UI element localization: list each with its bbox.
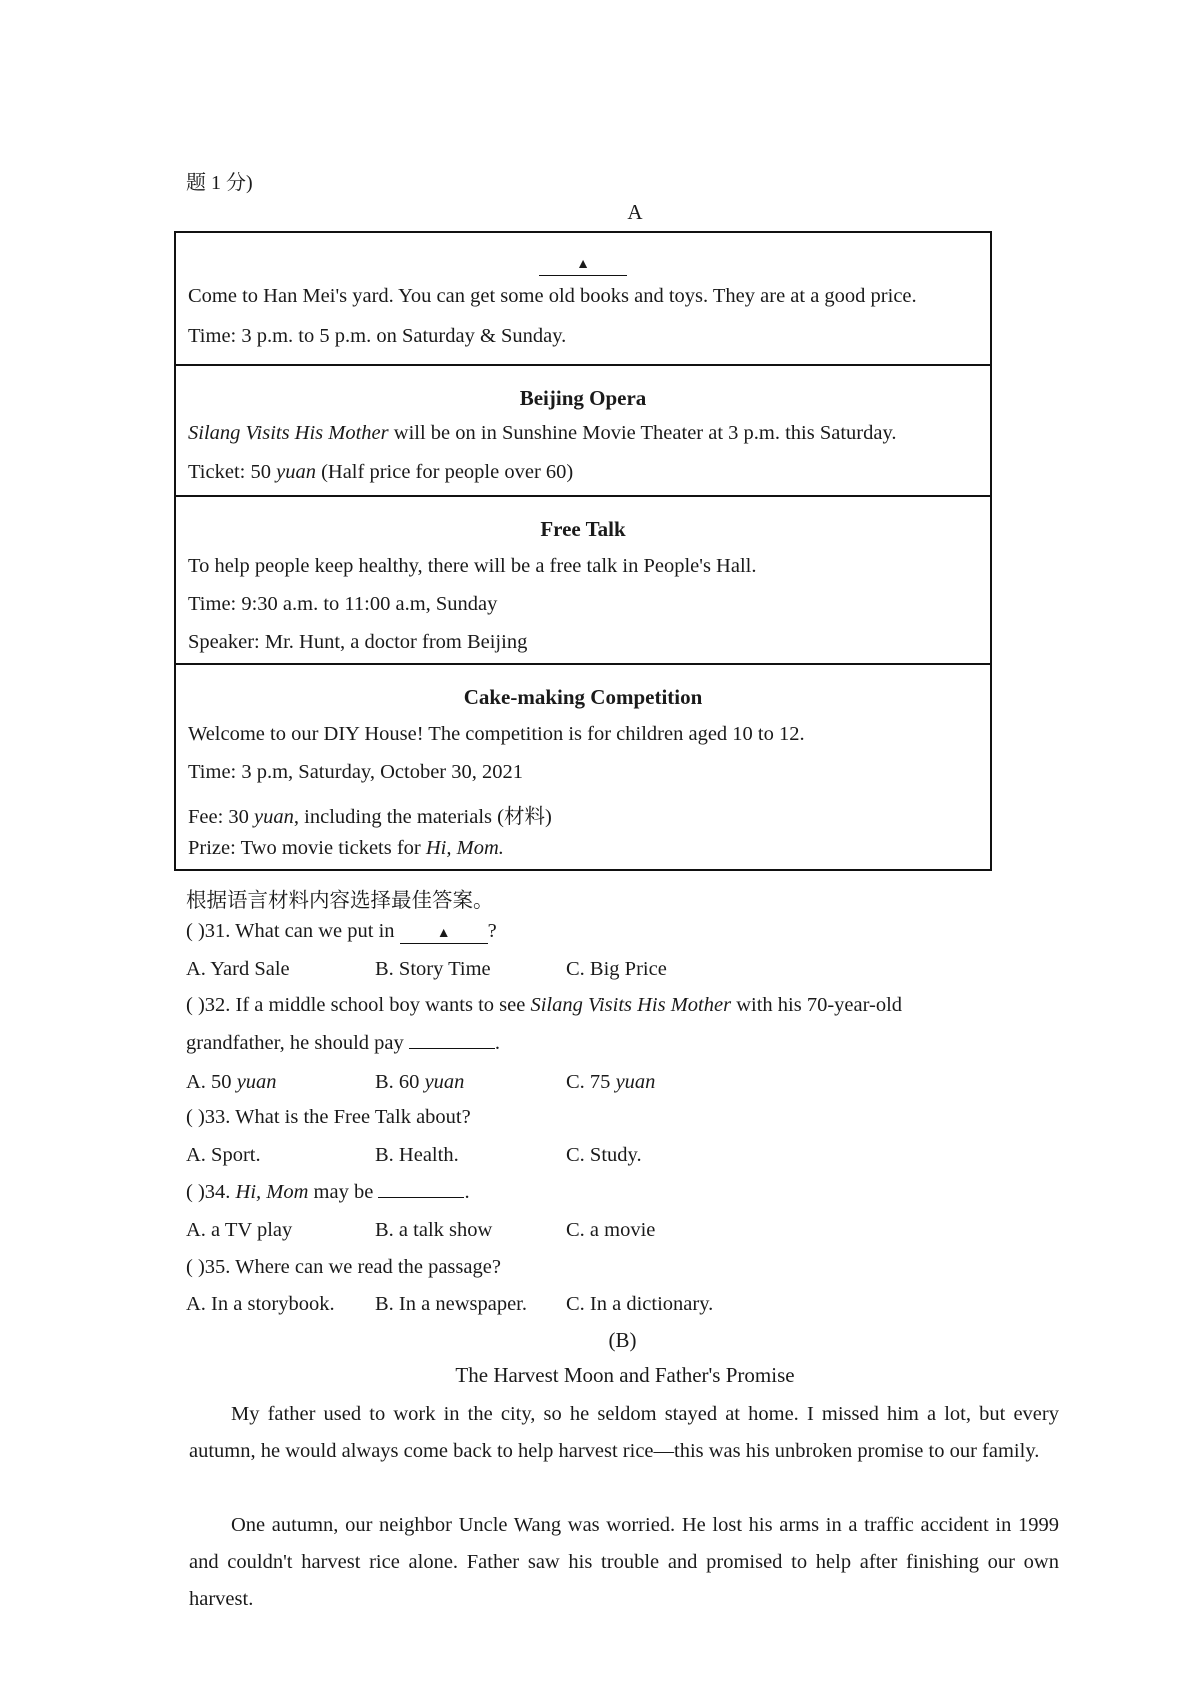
option-a: A. Yard Sale (186, 958, 290, 980)
notice-text: Fee: 30 (188, 806, 255, 828)
notice-title-blank (176, 249, 990, 276)
option-b: B. Story Time (375, 958, 491, 980)
answer-blank (400, 922, 488, 944)
movie-title: Hi, Mom (235, 1181, 309, 1203)
notice-text: (Half price for people over 60) (315, 461, 574, 483)
option-c (566, 1071, 655, 1094)
triangle-icon: ▲ (436, 926, 451, 941)
notice-line: Time: 9:30 a.m. to 11:00 a.m, Sunday (188, 593, 498, 615)
option-b: B. Health. (375, 1144, 459, 1166)
paragraph-text: One autumn, our neighbor Uncle Wang was worried. He lost his arms in a traffic accident in 1999 and couldn't harvest rice alone. Father saw his trouble and promised to help after finishing our own harvest. (189, 1514, 1059, 1610)
question-stem: ( )31. What can we put in (186, 920, 400, 942)
notice-title: Beijing Opera (519, 386, 647, 410)
question-32-line2 (186, 1032, 500, 1055)
option-b: B. a talk show (375, 1219, 493, 1241)
notice-title: Free Talk (540, 517, 626, 541)
currency-word: yuan (254, 806, 294, 828)
question-stem: ( )32. If a middle school boy wants to see (186, 994, 531, 1016)
header-note: 题 1 分) (186, 172, 253, 194)
notice-line: Speaker: Mr. Hunt, a doctor from Beijing (188, 631, 528, 653)
question-stem: ( )34. (186, 1181, 236, 1203)
option-label: C. 75 (566, 1071, 616, 1093)
question-stem: ? (487, 920, 497, 942)
notice-line (188, 799, 552, 829)
notice-line (188, 837, 504, 860)
notice-title: Cake-making Competition (463, 685, 703, 709)
section-a-label: A (627, 200, 643, 224)
notice-table (174, 231, 992, 871)
notice-line (188, 461, 573, 484)
play-title: Silang Visits His Mother (188, 422, 389, 444)
option-label: A. 50 (186, 1071, 237, 1093)
question-32 (186, 994, 902, 1017)
title-blank (539, 251, 627, 276)
question-34 (186, 1181, 470, 1204)
passage-paragraph (189, 1396, 1059, 1470)
question-stem: . (464, 1181, 470, 1203)
question-stem: may be (308, 1181, 374, 1203)
option-b (375, 1071, 464, 1094)
notice-line: Come to Han Mei's yard. You can get some old books and toys. They are at a good price. (188, 285, 917, 307)
notice-cake-competition (176, 665, 990, 869)
currency-word: yuan (615, 1071, 656, 1093)
notice-line (188, 422, 897, 445)
notice-free-talk (176, 497, 990, 665)
question-stem: . (494, 1032, 501, 1054)
question-33: ( )33. What is the Free Talk about? (186, 1106, 471, 1128)
answer-blank (378, 1181, 464, 1198)
notice-line: To help people keep healthy, there will be a free talk in People's Hall. (188, 555, 757, 577)
option-c: C. Study. (566, 1144, 642, 1166)
question-35: ( )35. Where can we read the passage? (186, 1256, 501, 1278)
currency-word: yuan (236, 1071, 277, 1093)
notice-line: Time: 3 p.m. to 5 p.m. on Saturday & Sunday. (188, 325, 567, 347)
play-title: Silang Visits His Mother (530, 994, 732, 1016)
paragraph-text: My father used to work in the city, so he seldom stayed at home. I missed him a lot, but every autumn, he would always come back to help harvest rice—this was his unbroken promise to our family. (189, 1403, 1059, 1462)
currency-word: yuan (424, 1071, 465, 1093)
option-label: B. 60 (375, 1071, 425, 1093)
passage-title: The Harvest Moon and Father's Promise (455, 1363, 795, 1387)
option-a: A. In a storybook. (186, 1293, 335, 1315)
question-stem: grandfather, he should pay (186, 1032, 404, 1054)
option-c: C. a movie (566, 1219, 656, 1241)
passage-paragraph (189, 1507, 1059, 1618)
section-b-label: (B) (608, 1328, 637, 1352)
currency-word: yuan (276, 461, 316, 483)
notice-yard-sale (176, 233, 990, 366)
notice-text: Ticket: 50 (188, 461, 277, 483)
notice-line: Time: 3 p.m, Saturday, October 30, 2021 (188, 761, 523, 783)
instruction: 根据语言材料内容选择最佳答案。 (186, 890, 494, 912)
notice-text: , including the materials (材料) (293, 806, 552, 828)
option-c: C. In a dictionary. (566, 1293, 714, 1315)
option-c: C. Big Price (566, 958, 667, 980)
option-b: B. In a newspaper. (375, 1293, 527, 1315)
notice-line: Welcome to our DIY House! The competition is for children aged 10 to 12. (188, 723, 805, 745)
option-a: A. a TV play (186, 1219, 293, 1241)
movie-title: Hi, Mom. (425, 837, 504, 859)
notice-text: Prize: Two movie tickets for (188, 837, 426, 859)
question-31 (186, 920, 497, 944)
triangle-icon: ▲ (576, 257, 590, 272)
option-a: A. Sport. (186, 1144, 261, 1166)
option-a (186, 1071, 277, 1094)
answer-blank (409, 1032, 495, 1049)
question-stem: with his 70-year-old (731, 994, 903, 1016)
notice-beijing-opera (176, 366, 990, 497)
notice-text: will be on in Sunshine Movie Theater at 3 p.m. this Saturday. (388, 422, 897, 444)
